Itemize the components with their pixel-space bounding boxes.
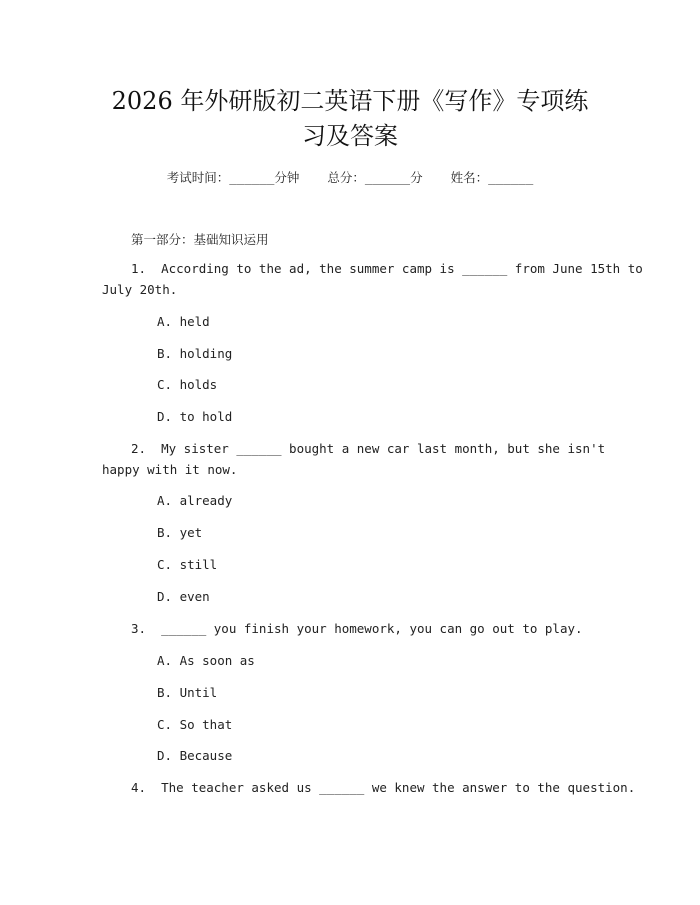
question-1-line-2: July 20th. (102, 282, 178, 297)
question-1-option-d: D. to hold (157, 409, 233, 424)
question-3-option-b: B. Until (157, 685, 218, 700)
student-name-field: 姓名：______ (450, 170, 534, 185)
question-4-line-1: 4. The teacher asked us ______ we knew the answer to the question. (131, 780, 636, 795)
question-2-line-2: happy with it now. (102, 462, 238, 477)
question-2-option-a: A. already (157, 493, 233, 508)
question-3-option-c: C. So that (157, 717, 233, 732)
question-3-option-a: A. As soon as (157, 653, 255, 668)
question-1-line-1: 1. According to the ad, the summer camp is ______ from June 15th to (131, 261, 643, 276)
question-3-line-1: 3. ______ you finish your homework, you can go out to play. (131, 621, 583, 636)
question-1-option-c: C. holds (157, 377, 218, 392)
question-2-option-b: B. yet (157, 525, 203, 540)
page-title-line-1: 2026 年外研版初二英语下册《写作》专项练 (111, 87, 589, 115)
question-3-option-d: D. Because (157, 748, 233, 763)
exam-time-field: 考试时间：______分钟 (166, 170, 300, 185)
question-2-option-d: D. even (157, 589, 210, 604)
exam-meta-row (0, 168, 700, 186)
question-1-option-a: A. held (157, 314, 210, 329)
question-2-option-c: C. still (157, 557, 218, 572)
question-1-option-b: B. holding (157, 346, 233, 361)
question-2-line-1: 2. My sister ______ bought a new car last month, but she isn't (131, 441, 606, 456)
section-heading: 第一部分：基础知识运用 (131, 232, 269, 247)
total-score-field: 总分：______分 (327, 170, 423, 185)
page-title-line-2: 习及答案 (302, 122, 398, 150)
